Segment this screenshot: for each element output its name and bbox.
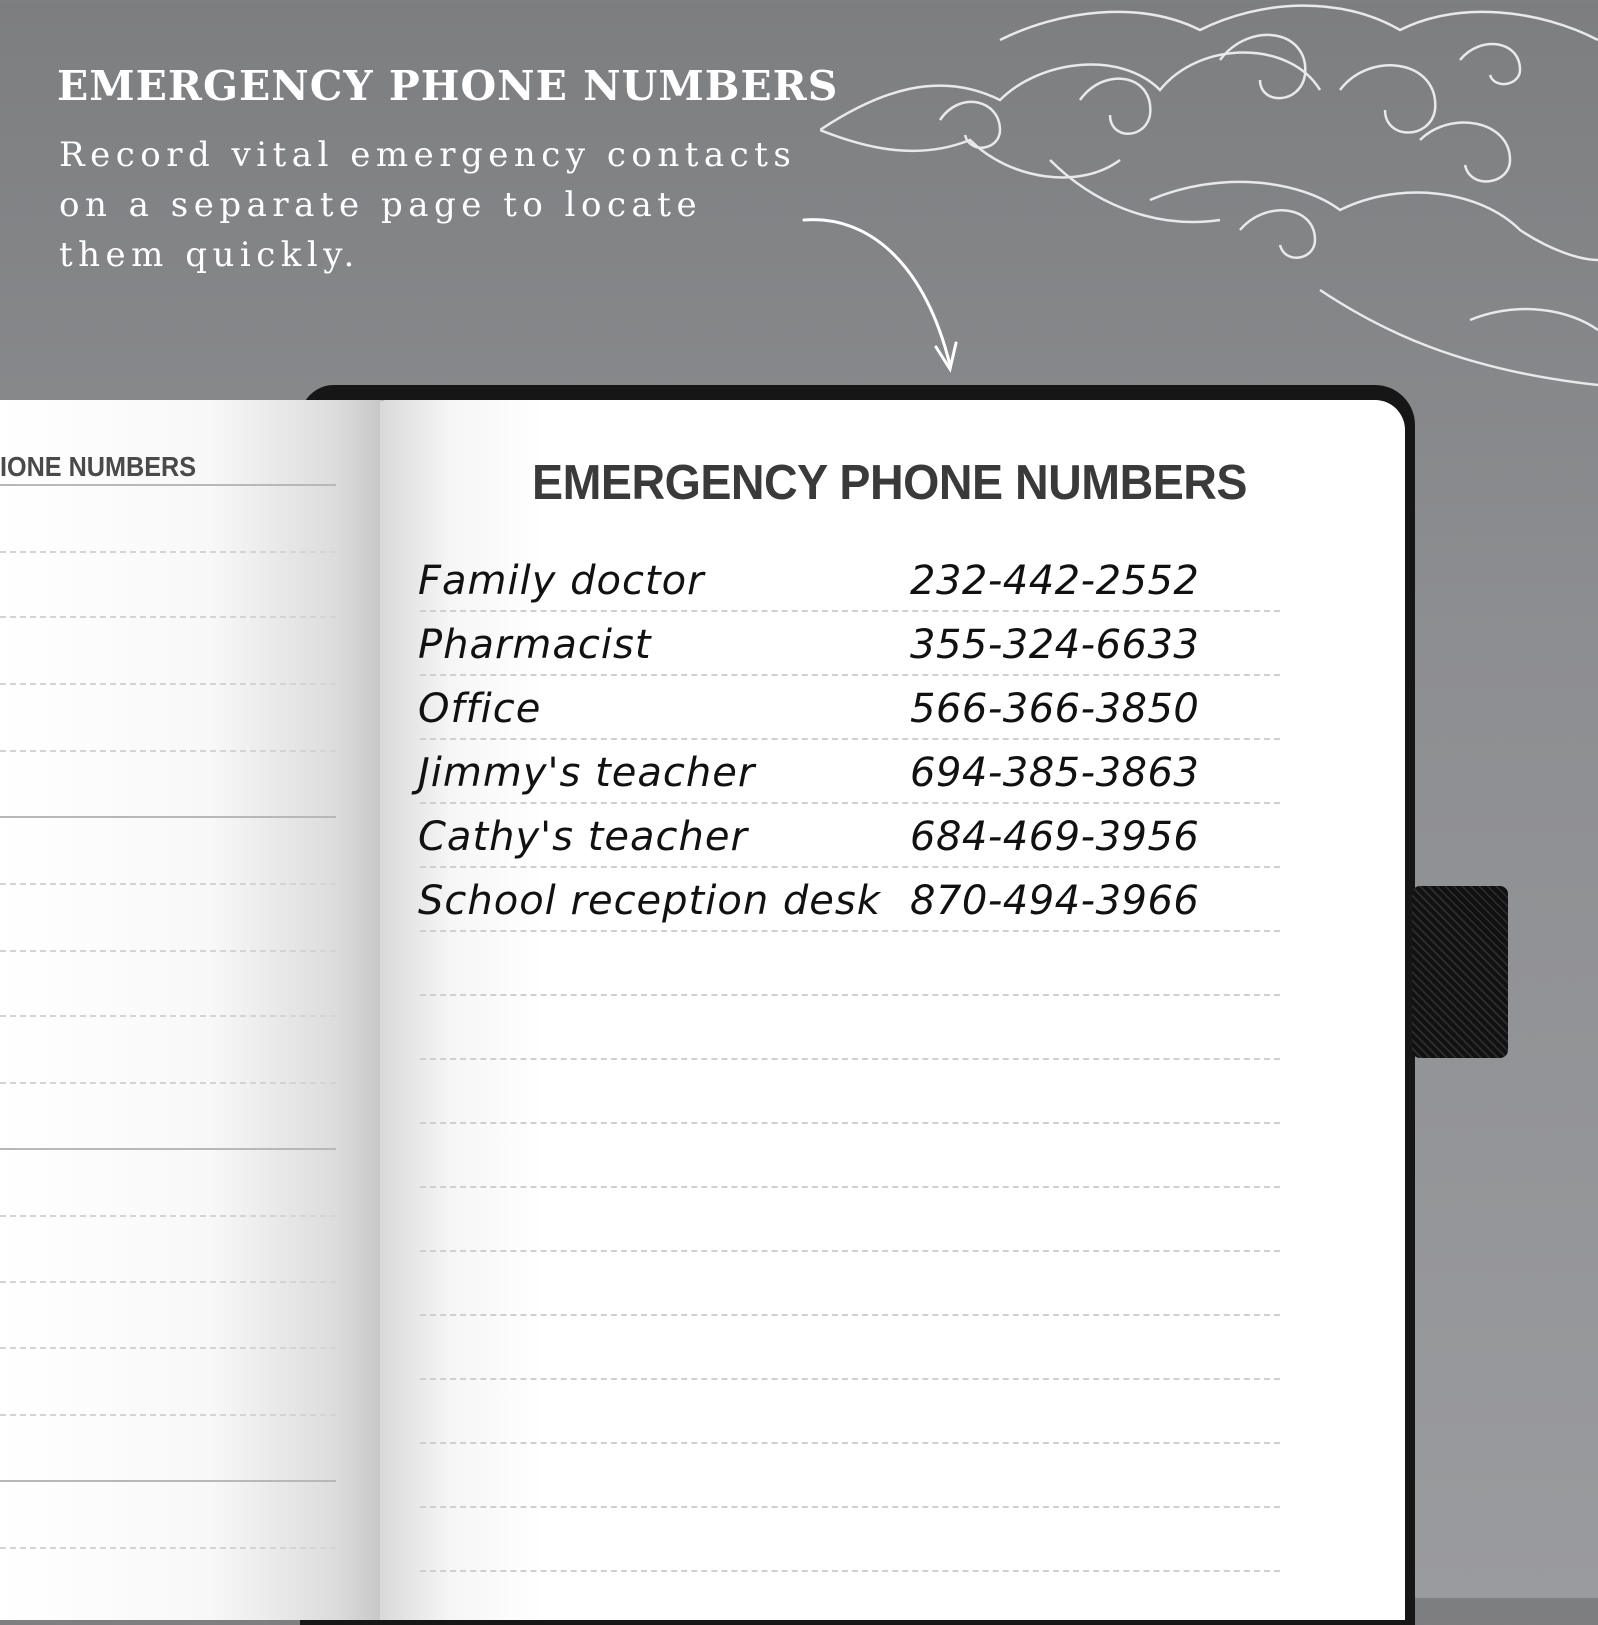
left-page-line [0, 1082, 336, 1084]
page-title: EMERGENCY PHONE NUMBERS [532, 456, 1248, 510]
page-line [420, 994, 1280, 996]
page-line [420, 1442, 1280, 1444]
left-page-heading: IONE NUMBERS [0, 451, 197, 482]
page-line [420, 1570, 1280, 1572]
page-line [420, 1122, 1280, 1124]
left-page-line [0, 1414, 336, 1416]
contact-row [0, 614, 1598, 674]
page-line [420, 1314, 1280, 1316]
page-line [420, 802, 1280, 804]
contact-row [0, 870, 1598, 930]
left-page-line [0, 1547, 336, 1549]
contact-phone: 566-366-3850 [910, 686, 1200, 732]
contact-name: School reception desk [418, 878, 881, 924]
left-page-line [0, 1215, 336, 1217]
promo-description: Record vital emergency contacts on a separate page to locate them quickly. [59, 135, 797, 275]
page-line [420, 1378, 1280, 1380]
contact-name: Pharmacist [418, 622, 652, 668]
contact-phone: 694-385-3863 [910, 750, 1200, 796]
page-line [420, 1186, 1280, 1188]
left-page-line [0, 1015, 336, 1017]
contact-row [0, 550, 1598, 610]
page-line [420, 866, 1280, 868]
page-line [420, 610, 1280, 612]
page-line [420, 1250, 1280, 1252]
contact-phone: 870-494-3966 [910, 878, 1200, 924]
left-page-rule [0, 1480, 336, 1482]
page-line [420, 1506, 1280, 1508]
contact-phone: 232-442-2552 [910, 558, 1200, 604]
page-line [420, 674, 1280, 676]
page-line [420, 930, 1280, 932]
promo-title: EMERGENCY PHONE NUMBERS [57, 62, 839, 110]
page-line [420, 738, 1280, 740]
arrow-icon [800, 205, 980, 380]
page-line [420, 1058, 1280, 1060]
left-page-line [0, 1281, 336, 1283]
contact-name: Jimmy's teacher [418, 750, 756, 796]
left-page-rule [0, 484, 336, 486]
left-page-rule [0, 1148, 336, 1150]
contact-name: Family doctor [418, 558, 705, 604]
contact-row [0, 806, 1598, 866]
left-page-line [0, 1347, 336, 1349]
contact-name: Office [418, 686, 542, 732]
contact-phone: 684-469-3956 [910, 814, 1200, 860]
left-page-line [0, 950, 336, 952]
contact-row [0, 742, 1598, 802]
contact-name: Cathy's teacher [418, 814, 748, 860]
contact-row [0, 678, 1598, 738]
contact-phone: 355-324-6633 [910, 622, 1200, 668]
